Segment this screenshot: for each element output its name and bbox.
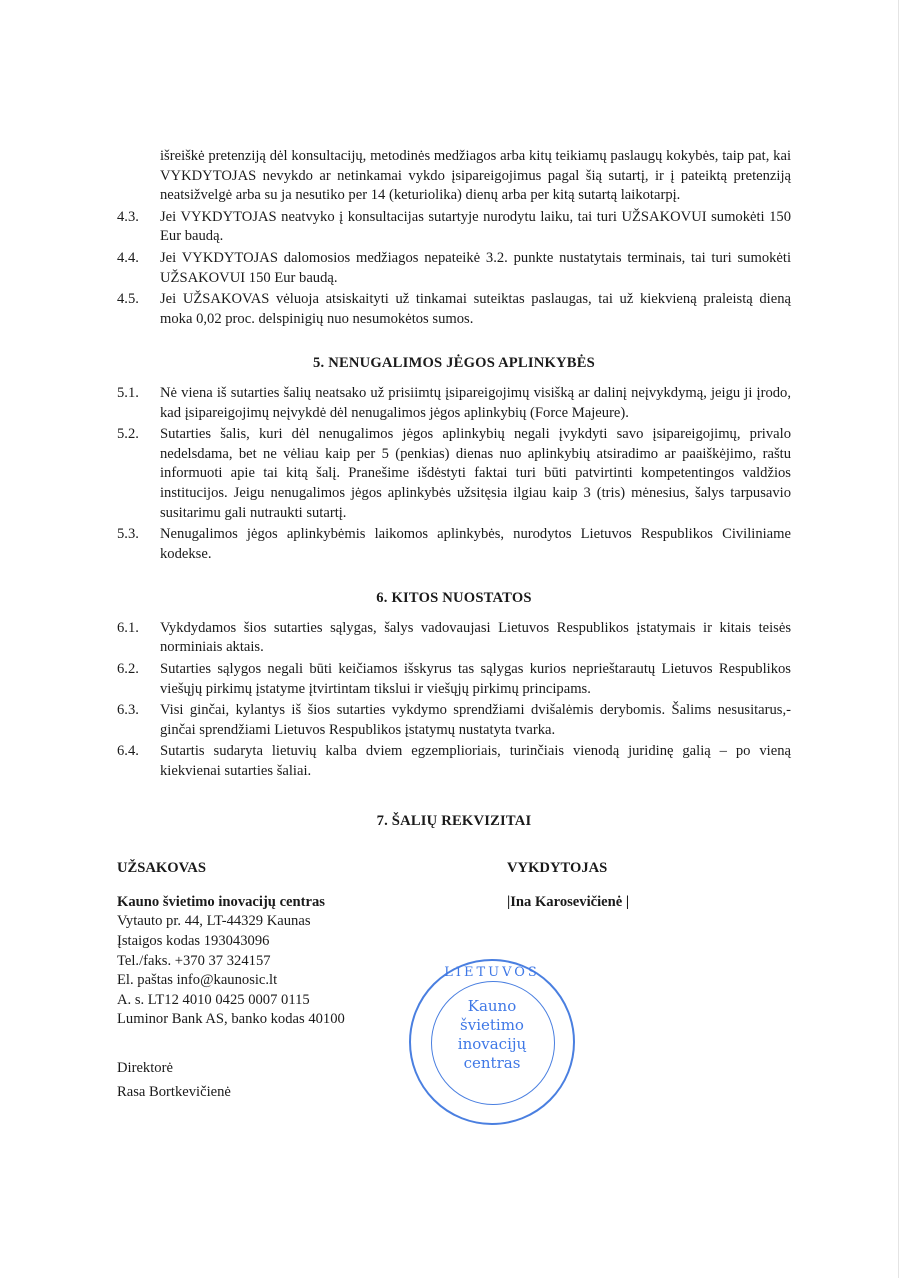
- clause-5-1: [117, 384, 791, 423]
- customer-bank: Luminor Bank AS, banko kodas 40100: [117, 1011, 345, 1028]
- clause-6-4: [117, 742, 791, 781]
- clause-number: 5.3.: [117, 526, 139, 543]
- section7-heading: 7. ŠALIŲ REKVIZITAI: [376, 812, 532, 829]
- contractor-details: [507, 859, 787, 912]
- contractor-heading: VYKDYTOJAS: [507, 860, 608, 877]
- clause-text: Sutarties sąlygos negali būti keičiamos išskyrus tas sąlygas kurios neprieštarautų Lietuvos Respublikos viešųjų pirkimų įstatyme įtvirtintam tikslui ir viešųjų pirkimų principams.: [160, 661, 791, 697]
- contractor-name-text: Ina Karosevičienė: [510, 893, 623, 910]
- clause-5-2: [117, 425, 791, 523]
- clause-text: Jei UŽSAKOVAS vėluoja atsiskaityti už tinkamai suteiktas paslaugas, tai už kiekvieną praleistą dieną moka 0,02 proc. delspinigių nuo nesumokėtos sumos.: [160, 291, 791, 327]
- clause-text: Visi ginčai, kylantys iš šios sutarties vykdymo sprendžiami dvišalėmis derybomis. Šalims nesusitarus,-ginčai sprendžiami Lietuvos Respublikos įstatymų nustatyta tvarka.: [160, 702, 791, 738]
- stamp-text: [411, 997, 573, 1073]
- clause-number: 5.1.: [117, 384, 139, 401]
- clause-6-1: [117, 619, 791, 658]
- clause-number: 5.2.: [117, 426, 139, 443]
- clause-number: 6.4.: [117, 743, 139, 760]
- clause-number: 4.3.: [117, 208, 139, 225]
- customer-signer: Rasa Bortkevičienė: [117, 1083, 231, 1100]
- clause-number: 4.4.: [117, 249, 139, 266]
- stamp-line: inovacijų: [457, 1035, 527, 1054]
- clause-6-2: [117, 660, 791, 699]
- customer-phone: Tel./faks. +370 37 324157: [117, 952, 271, 969]
- contractor-name: |Ina Karosevičienė |: [507, 893, 630, 910]
- section4-continuation: išreiškė pretenziją dėl konsultacijų, metodinės medžiagos arba kitų teikiamų paslaugų kokybės, taip pat, kai VYKDYTOJAS nevykdo ar netinkamai vykdo įsipareigojimus pagal šią sutartį, ir į pateiktą pretenziją neatsižvelgė arba su ja nesutiko per 14 (keturiolika) dienų arba per kitą sutartą laikotarpį.: [160, 148, 791, 204]
- clause-5-3: [117, 525, 791, 564]
- clause-6-3: [117, 701, 791, 740]
- customer-position: Direktorė: [117, 1059, 173, 1076]
- party-details: [117, 859, 791, 1139]
- clause-4-4: [117, 249, 791, 288]
- clause-text: Sutarties šalis, kuri dėl nenugalimos jėgos aplinkybių negali įvykdyti savo įsipareigojimų, privalo nedelsdama, bet ne vėliau kaip per 5 (penkias) dienas nuo aplinkybių atsiradimo ar paaiškėjimo, raštu informuoti apie tai kitą šalį. Pranešime išdėstyti faktai turi būti patvirtinti kompetentingos valdžios institucijos. Jeigu nenugalimos jėgos aplinkybės užsitęsia ilgiau kaip 3 (tris) mėnesius, šalys tarpusavio susitarimu gali nutraukti sutartį.: [160, 426, 791, 521]
- stamp-line: Kauno: [467, 997, 517, 1016]
- customer-details: [117, 859, 392, 1102]
- clause-4-5: [117, 290, 791, 329]
- clause-text: Jei VYKDYTOJAS neatvyko į konsultacijas sutartyje nurodytu laiku, tai turi UŽSAKOVUI sumokėti 150 Eur baudą.: [160, 208, 791, 245]
- customer-name: Kauno švietimo inovacijų centras: [117, 893, 325, 910]
- clause-text: Jei VYKDYTOJAS dalomosios medžiagos nepateikė 3.2. punkte nustatytais terminais, tai turi sumokėti UŽSAKOVUI 150 Eur baudą.: [160, 249, 791, 286]
- clause-4-3: [117, 208, 791, 247]
- stamp-arc-text: LIETUVOS: [444, 965, 540, 981]
- stamp-line: centras: [463, 1054, 521, 1073]
- section6-heading: 6. KITOS NUOSTATOS: [376, 590, 532, 607]
- clause-number: 6.3.: [117, 702, 139, 719]
- clause-text: Sutartis sudaryta lietuvių kalba dviem egzemplioriais, turinčiais vienodą juridinę galią – po vieną kiekvienai sutarties šaliai.: [160, 743, 791, 780]
- clause-text: Vykdydamos šios sutarties sąlygas, šalys vadovaujasi Lietuvos Respublikos įstatymais ir kitais teisės norminiais aktais.: [160, 619, 791, 656]
- clause-number: 4.5.: [117, 291, 139, 308]
- customer-email: El. paštas info@kaunosic.lt: [117, 972, 278, 989]
- contract-page: [117, 147, 791, 1139]
- clause-text: Nenugalimos jėgos aplinkybėmis laikomos aplinkybės, nurodytos Lietuvos Respublikos Civiliniame kodekse.: [160, 526, 791, 562]
- customer-code: Įstaigos kodas 193043096: [117, 933, 270, 949]
- customer-heading: UŽSAKOVAS: [117, 860, 206, 877]
- clause-number: 6.1.: [117, 619, 139, 636]
- customer-account: A. s. LT12 4010 0425 0007 0115: [117, 991, 310, 1008]
- section5-heading: 5. NENUGALIMOS JĖGOS APLINKYBĖS: [313, 355, 595, 372]
- clause-text: Nė viena iš sutarties šalių neatsako už prisiimtų įsipareigojimų visišką ar dalinį neįvykdymą, jeigu ji įrodo, kad įsipareigojimų neįvykdė dėl nenugalimos jėgos aplinkybių (Force Majeure).: [160, 384, 791, 421]
- customer-address: Vytauto pr. 44, LT-44329 Kaunas: [117, 913, 311, 930]
- stamp-line: švietimo: [460, 1016, 524, 1035]
- scan-edge: [898, 0, 899, 1278]
- official-stamp: [409, 959, 575, 1125]
- clause-number: 6.2.: [117, 661, 139, 678]
